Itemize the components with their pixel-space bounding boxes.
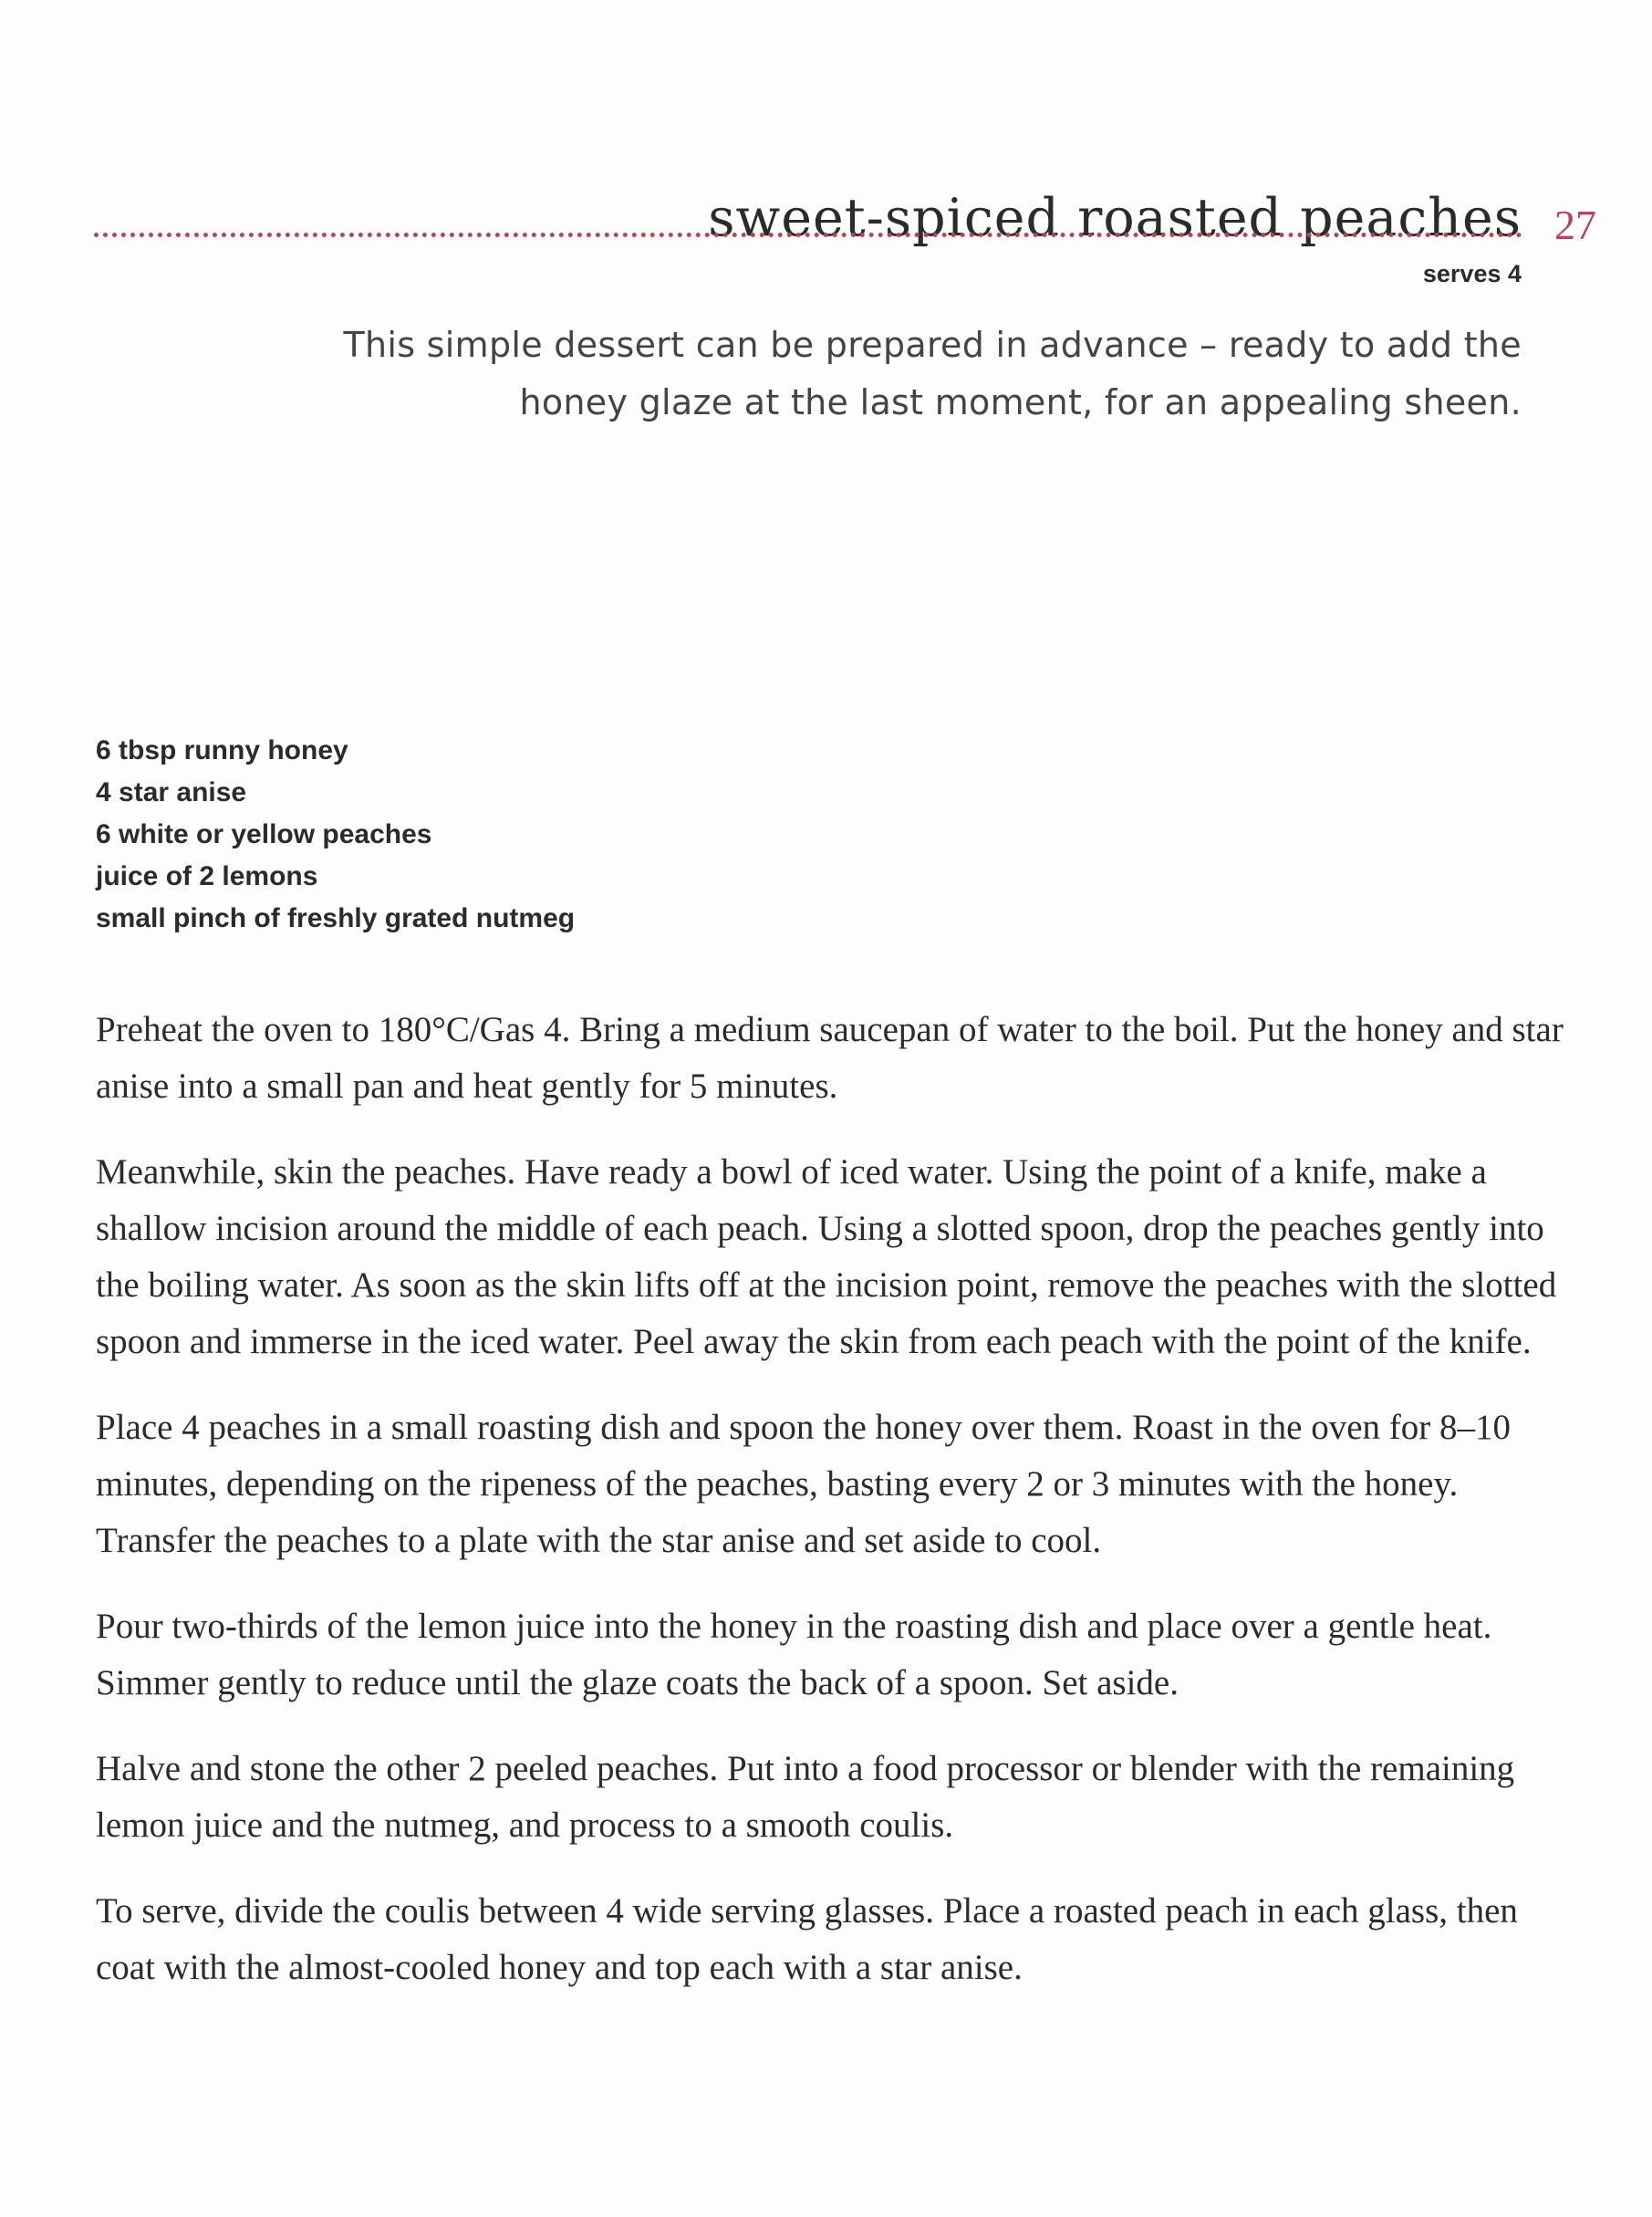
recipe-intro: [290, 317, 1522, 432]
ingredient-item: juice of 2 lemons: [96, 861, 318, 891]
ingredient-item: 4 star anise: [96, 777, 247, 807]
ingredients-list: [96, 730, 575, 940]
method-paragraph: Meanwhile, skin the peaches. Have ready a bowl of iced water. Using the point of a knife, make a shallow incision around the middle of each peach. Using a slotted spoon, drop the peaches gently into the boiling water. As soon as the skin lifts off at the incision point, remove the peaches with the slotted spoon and immerse in the iced water. Peel away the skin from each peach with the point of the knife.: [96, 1152, 1557, 1361]
dotted-rule: [94, 233, 1522, 237]
intro-line: honey glaze at the last moment, for an appealing sheen.: [519, 382, 1522, 422]
intro-line: This simple dessert can be prepared in advance – ready to add the: [343, 325, 1522, 365]
method-paragraph: Preheat the oven to 180°C/Gas 4. Bring a medium saucepan of water to the boil. Put the honey and star anise into a small pan and heat gently for 5 minutes.: [96, 1010, 1564, 1106]
method-paragraph: Pour two-thirds of the lemon juice into the honey in the roasting dish and place over a gentle heat. Simmer gently to reduce until the glaze coats the back of a spoon. Set aside.: [96, 1607, 1492, 1702]
recipe-title: sweet-spiced roasted peaches: [708, 188, 1522, 249]
ingredient-item: small pinch of freshly grated nutmeg: [96, 903, 576, 933]
method-paragraph: To serve, divide the coulis between 4 wide serving glasses. Place a roasted peach in each glass, then coat with the almost-cooled honey and top each with a star anise.: [96, 1891, 1518, 1987]
method-paragraph: Place 4 peaches in a small roasting dish and spoon the honey over them. Roast in the oven for 8–10 minutes, depending on the ripeness of the peaches, basting every 2 or 3 minutes with the honey. Transfer the peaches to a plate with the star anise and set aside to cool.: [96, 1408, 1511, 1560]
page-number: 27: [1554, 202, 1596, 248]
method-steps: [96, 1002, 1574, 2025]
ingredient-item: 6 white or yellow peaches: [96, 819, 432, 849]
method-paragraph: Halve and stone the other 2 peeled peaches. Put into a food processor or blender with the remaining lemon juice and the nutmeg, and process to a smooth coulis.: [96, 1749, 1515, 1845]
ingredient-item: 6 tbsp runny honey: [96, 735, 348, 765]
serves-label: serves 4: [1422, 260, 1522, 287]
